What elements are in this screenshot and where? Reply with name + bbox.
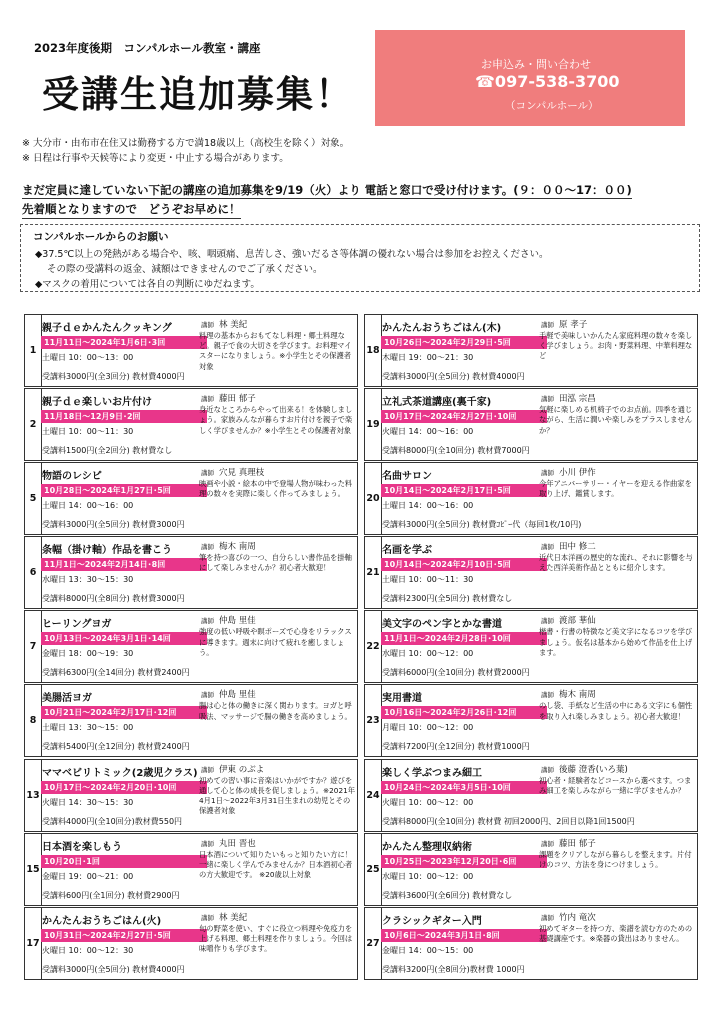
course-title: 日本酒を楽しもう bbox=[42, 841, 122, 853]
course-schedule: 金曜日 19：00～21：00 bbox=[42, 871, 134, 881]
course-description: 日本酒について知りたいもっと知りたい方に！一緒に楽しく学んでみませんか？日本酒初心者の方大歓迎です。 ※20歳以上対象 bbox=[199, 849, 353, 880]
course-fee: 受講料2300円(全5回分) 教材費なし bbox=[382, 594, 513, 604]
course-number: 1 bbox=[25, 315, 42, 386]
course-dates: 10月24日～2024年3月5日･10回 bbox=[381, 781, 547, 794]
course-instructor bbox=[541, 763, 628, 775]
course-number: 6 bbox=[25, 537, 42, 608]
course-description: 旬の野菜を使い、すぐに役立つ料理や免疫力を上げる料理、郷土料理を作りましょう。今回は味噌作りも学びます。 bbox=[199, 923, 353, 954]
course-dates: 10月28日～2024年1月27日･5回 bbox=[41, 484, 207, 497]
request-line: ◆マスクの着用については各自の判断にゆだねます。 bbox=[35, 279, 260, 290]
course-fee: 受講料3600円(全6回分) 教材費なし bbox=[382, 890, 513, 900]
course-title: ヒーリングヨガ bbox=[42, 619, 112, 631]
course-title: かんたんおうちごはん(木) bbox=[382, 323, 502, 334]
course-fee: 受講料3000円(全5回分) 教材費ｺﾋﾟｰ代（毎回1枚/10円) bbox=[382, 520, 582, 530]
course-schedule: 金曜日 18：00～19：30 bbox=[42, 649, 134, 659]
term-label: 2023年度後期 コンパルホール教室・講座 bbox=[34, 41, 261, 55]
course-title: 楽しく学ぶつまみ細工 bbox=[382, 767, 482, 779]
course-fee: 受講料6000円(全10回分) 教材費2000円 bbox=[382, 668, 530, 678]
instructor-name: 伊東 のぶよ bbox=[219, 764, 265, 775]
instructor-name: 林 美紀 bbox=[219, 912, 248, 923]
course-schedule: 火曜日 14：00～16：00 bbox=[382, 427, 474, 437]
course-description: 気軽に楽しめる机椅子でのお点前。四季を通じながら、生活に潤いや楽しみをプラスしませんか？ bbox=[539, 405, 693, 435]
course-dates: 10月21日～2024年2月17日･12回 bbox=[41, 706, 207, 719]
course-title: 名曲サロン bbox=[382, 471, 432, 483]
course-instructor bbox=[541, 392, 596, 404]
course-instructor bbox=[541, 837, 596, 849]
course-number: 8 bbox=[25, 685, 42, 756]
course-title: 条幅（掛け軸）作品を書こう bbox=[42, 545, 172, 557]
course-description: 筆を持つ喜びの一つ、自分らしい書作品を掛軸にして楽しみませんか？初心者大歓迎！ bbox=[199, 553, 352, 573]
course-card bbox=[364, 314, 698, 387]
instructor-name: 後藤 澄香(いろ葉) bbox=[559, 764, 628, 775]
course-instructor bbox=[541, 688, 596, 700]
course-schedule: 月曜日 10：00～12：00 bbox=[382, 723, 474, 733]
course-schedule: 金曜日 14：00～15：00 bbox=[382, 945, 474, 955]
instructor-label: 講師 bbox=[541, 839, 554, 848]
course-description: のし袋、手紙など生活の中にある文字にも個性を取り入れ楽しみましょう。初心者大歓迎！ bbox=[539, 701, 693, 721]
instructor-name: 丸田 晋也 bbox=[219, 838, 256, 849]
course-instructor bbox=[541, 466, 596, 478]
course-instructor bbox=[201, 392, 256, 404]
course-number: 22 bbox=[365, 611, 382, 682]
announcement bbox=[22, 182, 632, 219]
course-card bbox=[24, 388, 358, 461]
course-schedule: 木曜日 19：00～21：30 bbox=[382, 353, 474, 362]
course-card bbox=[24, 684, 358, 757]
course-number: 24 bbox=[365, 760, 382, 831]
request-title: コンパルホールからのお願い bbox=[33, 231, 169, 243]
note-line: ※ 日程は行事や天候等により変更・中止する場合があります。 bbox=[22, 153, 289, 164]
course-schedule: 土曜日 10：00～11：30 bbox=[382, 575, 474, 585]
course-fee: 受講料4000円(全10回分)教材費550円 bbox=[42, 816, 183, 826]
contact-label: お申込み・問い合わせ bbox=[481, 58, 591, 71]
course-instructor bbox=[541, 540, 596, 552]
course-instructor bbox=[201, 466, 264, 478]
course-instructor bbox=[201, 911, 247, 923]
course-column-right bbox=[364, 314, 698, 981]
contact-phone[interactable]: ☎097-538-3700 bbox=[475, 72, 620, 91]
course-title: 美腸活ヨガ bbox=[42, 693, 92, 705]
course-description: 初心者・経験者などコースから選べます。つまみ細工を楽しみながら一緒に学びませんか？ bbox=[539, 775, 692, 795]
course-description: 楷書・行書の特徴など美文字になるコツを学びましょう。仮名は基本から始めて作品を仕上げます。 bbox=[539, 627, 693, 657]
course-instructor bbox=[201, 614, 256, 626]
instructor-label: 講師 bbox=[201, 469, 214, 478]
course-fee: 受講料3000円(全5回分) 教材費3000円 bbox=[42, 520, 185, 530]
course-instructor bbox=[541, 911, 596, 923]
course-dates: 11月11日～2024年1月6日･3回 bbox=[41, 336, 207, 349]
course-number: 27 bbox=[365, 908, 382, 979]
instructor-label: 講師 bbox=[541, 913, 554, 922]
course-title: 美文字のペン字とかな書道 bbox=[382, 619, 502, 631]
course-number: 19 bbox=[365, 389, 382, 460]
course-description: 身近なところからやって出来る！を体験しましょう。家族みんなが暮らすお片付けを親子で楽しく学びませんか？※小学生とその保護者対象 bbox=[199, 405, 353, 435]
instructor-name: 林 美紀 bbox=[219, 320, 248, 330]
course-fee: 受講料3200円(全8回分)教材費 1000円 bbox=[382, 964, 525, 974]
course-instructor bbox=[201, 318, 247, 330]
course-number: 21 bbox=[365, 537, 382, 608]
course-schedule: 火曜日 14：30～15：30 bbox=[42, 797, 134, 807]
instructor-label: 講師 bbox=[541, 543, 554, 552]
instructor-name: 仲島 里佳 bbox=[219, 616, 256, 627]
course-schedule: 水曜日 10：00～12：00 bbox=[382, 649, 474, 659]
instructor-label: 講師 bbox=[201, 839, 214, 848]
contact-box bbox=[375, 30, 685, 126]
course-dates: 10月17日～2024年2月27日･10回 bbox=[381, 410, 547, 423]
course-dates: 11月1日～2024年2月14日･8回 bbox=[41, 558, 207, 571]
course-number: 2 bbox=[25, 389, 42, 460]
course-card bbox=[24, 833, 358, 906]
instructor-label: 講師 bbox=[201, 691, 214, 700]
course-dates: 10月26日～2024年2月29日･5回 bbox=[381, 336, 547, 349]
course-fee: 受講料8000円(全8回分) 教材費3000円 bbox=[42, 594, 185, 604]
course-title: 名画を学ぶ bbox=[382, 545, 432, 557]
course-dates: 10月14日～2024年2月17日･5回 bbox=[381, 484, 547, 497]
course-description: 近代日本洋画の歴史的な流れ、それに影響を与えた西洋美術作品とともに紹介します。 bbox=[539, 553, 693, 573]
course-instructor bbox=[201, 540, 256, 552]
course-fee: 受講料7200円(全12回分) 教材費1000円 bbox=[382, 742, 530, 752]
course-title: かんたん整理収納術 bbox=[382, 841, 472, 853]
course-fee: 受講料6300円(全14回分) 教材費2400円 bbox=[42, 668, 190, 678]
course-schedule: 土曜日 14：00～16：00 bbox=[382, 501, 474, 511]
course-card bbox=[364, 833, 698, 906]
course-instructor bbox=[541, 318, 587, 330]
course-dates: 10月14日～2024年2月10日･5回 bbox=[381, 558, 547, 571]
course-description: 強度の低い呼吸や瞑ポーズで心身をリラックスに導きます。週末に向けて疲れを癒しましょう。 bbox=[199, 627, 352, 657]
course-fee: 受講料5400円(全12回分) 教材費2400円 bbox=[42, 742, 190, 752]
course-title: 親子ｄｅかんたんクッキング bbox=[42, 323, 172, 334]
course-description: 腸は心と体の働きに深く関わります。ヨガと呼吸法、マッサージで腸の働きを高めましょう。 bbox=[199, 701, 352, 721]
course-title: 親子ｄｅ楽しいお片付け bbox=[42, 397, 152, 409]
course-card bbox=[24, 907, 358, 980]
instructor-name: 原 孝子 bbox=[559, 320, 588, 330]
course-number: 7 bbox=[25, 611, 42, 682]
instructor-label: 講師 bbox=[201, 543, 214, 552]
course-fee: 受講料3000円(全5回分) 教材費4000円 bbox=[42, 964, 185, 974]
course-fee: 受講料600円(全1回分) 教材費2900円 bbox=[42, 890, 180, 900]
course-card bbox=[364, 388, 698, 461]
instructor-name: 渡部 華仙 bbox=[559, 616, 596, 627]
instructor-name: 田中 修二 bbox=[559, 542, 596, 553]
course-instructor bbox=[201, 763, 264, 775]
course-column-left bbox=[24, 314, 358, 981]
course-number: 20 bbox=[365, 463, 382, 534]
course-fee: 受講料8000円(全10回分) 教材費 初回2000円、2回目以降1回1500円 bbox=[382, 816, 635, 826]
course-description: 初めての習い事に音楽はいかがですか？遊びを通して心と体の成長を促しましょう。※2021年4月1日～2022年3月31日生まれの幼児とその保護者対象 bbox=[199, 775, 356, 816]
course-dates: 11月1日～2024年2月28日･10回 bbox=[381, 632, 547, 645]
course-number: 5 bbox=[25, 463, 42, 534]
course-dates: 10月16日～2024年2月26日･12回 bbox=[381, 706, 547, 719]
instructor-label: 講師 bbox=[541, 691, 554, 700]
course-number: 13 bbox=[25, 760, 42, 831]
course-description: 料理の基本からおもてなし料理・郷土料理など。親子で食の大切さを学びます。お料理マイスターになりましょう。※小学生とその保護者対象 bbox=[199, 331, 352, 371]
course-number: 17 bbox=[25, 908, 42, 979]
course-schedule: 土曜日 10：00～11：30 bbox=[42, 427, 134, 437]
announcement-line: 先着順となりますので どうぞお早めに！ bbox=[22, 201, 241, 219]
request-line: ◆37.5℃以上の発熱がある場合や、咳、咽頭痛、息苦しさ、強いだるさ等体調の優れない場合は参加をお控えください。 bbox=[35, 249, 549, 260]
note-line: ※ 大分市・由布市在住又は勤務する方で満18歳以上（高校生を除く）対象。 bbox=[22, 138, 350, 149]
course-title: かんたんおうちごはん(火) bbox=[42, 915, 162, 927]
instructor-label: 講師 bbox=[201, 395, 214, 404]
course-title: 立礼式茶道講座(裏千家) bbox=[382, 397, 492, 409]
course-title: ママベビリトミック(2歳児クラス) bbox=[42, 767, 198, 779]
instructor-name: 田泓 宗昌 bbox=[559, 394, 596, 405]
course-schedule: 水曜日 10：00～12：00 bbox=[382, 871, 474, 881]
instructor-name: 梅木 南周 bbox=[559, 690, 596, 701]
course-dates: 10月31日～2024年2月27日･5回 bbox=[41, 929, 207, 942]
course-card bbox=[24, 314, 358, 387]
instructor-label: 講師 bbox=[201, 913, 214, 922]
instructor-label: 講師 bbox=[541, 395, 554, 404]
instructor-name: 梅木 南周 bbox=[219, 542, 256, 553]
instructor-label: 講師 bbox=[541, 617, 554, 626]
course-card bbox=[364, 536, 698, 609]
course-description: 今年アニバーサリー・イヤーを迎える作曲家を取り上げ、鑑賞します。 bbox=[539, 479, 692, 499]
course-number: 25 bbox=[365, 834, 382, 905]
course-dates: 11月18日～12月9日･2回 bbox=[41, 410, 207, 423]
request-box bbox=[20, 224, 700, 292]
course-card bbox=[364, 759, 698, 832]
course-instructor bbox=[201, 837, 256, 849]
course-title: クラシックギター入門 bbox=[382, 915, 482, 927]
course-title: 実用書道 bbox=[382, 693, 422, 705]
instructor-label: 講師 bbox=[201, 765, 214, 774]
course-schedule: 火曜日 10：00～12：30 bbox=[42, 945, 134, 955]
course-number: 18 bbox=[365, 315, 382, 386]
course-card bbox=[24, 759, 358, 832]
page-headline: 受講生追加募集！ bbox=[42, 73, 354, 116]
instructor-label: 講師 bbox=[201, 321, 214, 329]
course-card bbox=[364, 462, 698, 535]
course-dates: 10月13日～2024年3月1日･14回 bbox=[41, 632, 207, 645]
course-dates: 10月20日･1回 bbox=[41, 855, 207, 868]
course-dates: 10月17日～2024年2月20日･10回 bbox=[41, 781, 207, 794]
course-card bbox=[364, 610, 698, 683]
course-number: 15 bbox=[25, 834, 42, 905]
course-schedule: 火曜日 10：00～12：00 bbox=[382, 797, 474, 807]
contact-place: （コンパルホール） bbox=[505, 100, 599, 112]
course-description: 初めてギターを持つ方、楽譜を読む方のための基礎講座です。※楽器の貸出はありません。 bbox=[539, 923, 693, 943]
course-fee: 受講料8000円(全10回分) 教材費7000円 bbox=[382, 446, 530, 456]
course-dates: 10月25日～2023年12月20日･6回 bbox=[381, 855, 547, 868]
announcement-line: まだ定員に達していない下記の講座の追加募集を9/19（火）より 電話と窓口で受け付けます。(９：００～17：００) bbox=[22, 183, 632, 197]
course-fee: 受講料3000円(全5回分) 教材費4000円 bbox=[382, 372, 525, 381]
course-instructor bbox=[201, 688, 256, 700]
course-card bbox=[24, 536, 358, 609]
course-description: 手軽で美味しいかんたん家庭料理の数々を楽しく学びましょう。お肉・野菜料理、中華料理など bbox=[539, 331, 693, 361]
course-description: 課題をクリアしながら暮らしを整えます。片付けのコツ、方法を身につけましょう。 bbox=[539, 849, 692, 869]
instructor-label: 講師 bbox=[201, 617, 214, 626]
eligibility-notes bbox=[22, 136, 349, 166]
course-title: 物語のレシピ bbox=[42, 471, 102, 483]
course-card bbox=[24, 610, 358, 683]
instructor-label: 講師 bbox=[541, 765, 554, 774]
instructor-name: 竹内 竜次 bbox=[559, 912, 596, 923]
course-schedule: 土曜日 10：00～13：00 bbox=[42, 353, 134, 362]
course-number: 23 bbox=[365, 685, 382, 756]
course-dates: 10月6日～2024年3月1日･8回 bbox=[381, 929, 547, 942]
instructor-label: 講師 bbox=[541, 321, 554, 329]
course-schedule: 土曜日 14：00～16：00 bbox=[42, 501, 134, 511]
instructor-name: 穴見 真理枝 bbox=[219, 468, 265, 479]
request-line: その際の受講料の返金、減額はできませんのでご了承ください。 bbox=[47, 264, 323, 275]
course-description: 映画や小説・絵本の中で登場人物が味わった料理の数々を実際に楽しく作ってみましょう。 bbox=[199, 479, 353, 499]
course-fee: 受講料1500円(全2回分) 教材費なし bbox=[42, 446, 173, 456]
instructor-name: 仲島 里佳 bbox=[219, 690, 256, 701]
course-card bbox=[364, 684, 698, 757]
instructor-name: 藤田 郁子 bbox=[219, 394, 256, 405]
course-instructor bbox=[541, 614, 596, 626]
course-schedule: 土曜日 13：30～15：00 bbox=[42, 723, 134, 733]
course-card bbox=[364, 907, 698, 980]
instructor-name: 藤田 郁子 bbox=[559, 838, 596, 849]
instructor-label: 講師 bbox=[541, 469, 554, 478]
course-schedule: 水曜日 13：30～15：30 bbox=[42, 575, 134, 585]
course-card bbox=[24, 462, 358, 535]
course-fee: 受講料3000円(全3回分) 教材費4000円 bbox=[42, 372, 185, 381]
instructor-name: 小川 伊作 bbox=[559, 468, 596, 479]
